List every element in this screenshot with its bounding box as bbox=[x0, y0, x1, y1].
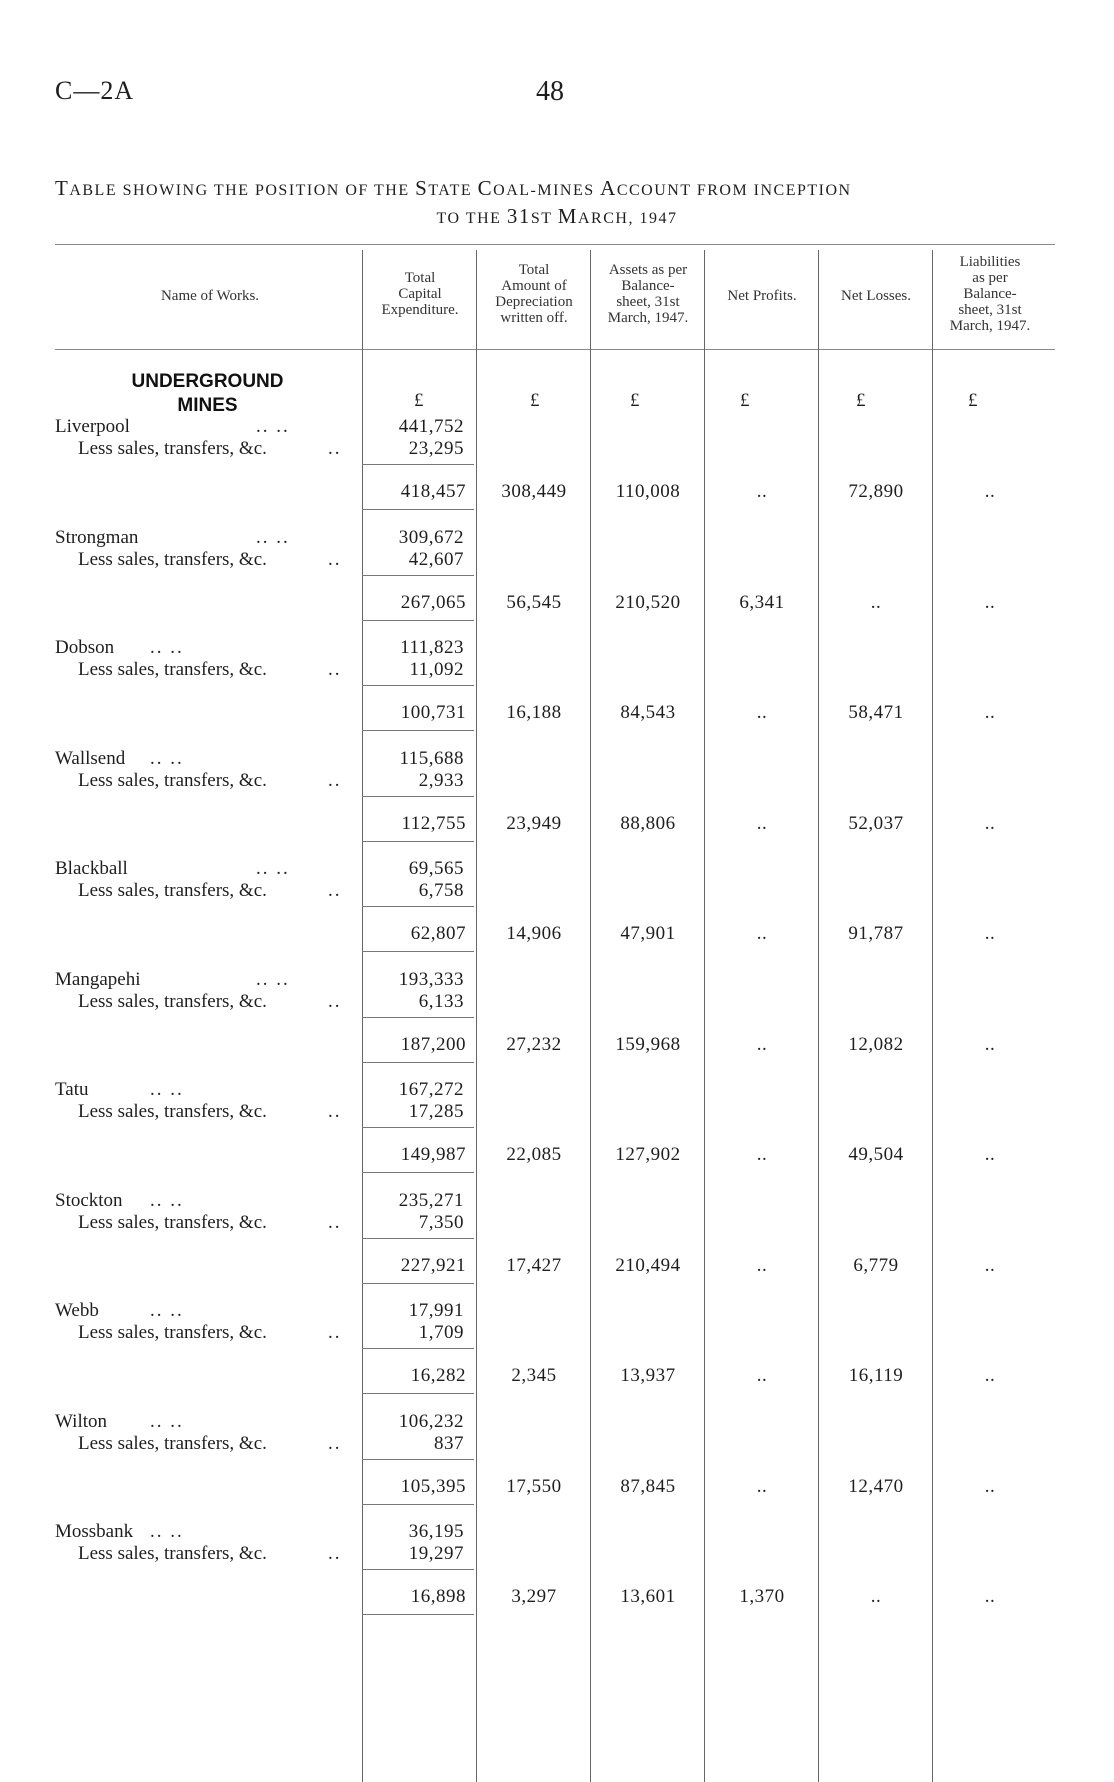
leader-dots: .. bbox=[328, 880, 342, 901]
less-amount: 23,295 bbox=[408, 438, 464, 459]
mine-name: Wallsend bbox=[55, 748, 126, 769]
header-bottom-rule bbox=[55, 349, 1055, 350]
net-profits-value: .. bbox=[756, 923, 768, 944]
divider-assets-profits bbox=[704, 250, 705, 1782]
assets-value: 159,968 bbox=[615, 1034, 681, 1055]
header-line: as per bbox=[972, 270, 1008, 286]
col-name-header: Name of Works. bbox=[160, 288, 260, 304]
net-losses-value: 16,119 bbox=[848, 1365, 904, 1386]
total-rule bbox=[362, 1172, 474, 1173]
liabilities-value: .. bbox=[984, 1586, 996, 1607]
less-amount: 7,350 bbox=[418, 1212, 464, 1233]
less-label: Less sales, transfers, &c. bbox=[78, 549, 267, 570]
header-line: Total bbox=[404, 270, 436, 286]
header-line: Capital bbox=[398, 286, 442, 302]
subtotal-rule bbox=[362, 1459, 474, 1460]
net-capital-expenditure: 267,065 bbox=[400, 592, 466, 613]
assets-value: 47,901 bbox=[620, 923, 676, 944]
col-profits-header: Net Profits. bbox=[727, 288, 797, 304]
header-line: Amount of bbox=[501, 278, 567, 294]
mine-name: Blackball bbox=[55, 858, 128, 879]
assets-value: 88,806 bbox=[620, 813, 676, 834]
net-losses-value: 58,471 bbox=[848, 702, 904, 723]
depreciation-value: 308,449 bbox=[501, 481, 567, 502]
net-capital-expenditure: 187,200 bbox=[400, 1034, 466, 1055]
gross-expenditure: 115,688 bbox=[399, 748, 464, 769]
total-rule bbox=[362, 730, 474, 731]
leader-dots: .. bbox=[328, 659, 342, 680]
net-profits-value: .. bbox=[756, 1365, 768, 1386]
total-rule bbox=[362, 1393, 474, 1394]
liabilities-value: .. bbox=[984, 923, 996, 944]
net-profits-value: .. bbox=[756, 481, 768, 502]
net-capital-expenditure: 227,921 bbox=[400, 1255, 466, 1276]
table-title-line-1 bbox=[55, 176, 1045, 201]
net-profits-value: 1,370 bbox=[739, 1586, 785, 1607]
gross-expenditure: 106,232 bbox=[398, 1411, 464, 1432]
mine-name: Liverpool bbox=[55, 416, 130, 437]
mine-name: Stockton bbox=[55, 1190, 123, 1211]
header-line: written off. bbox=[500, 310, 568, 326]
leader-dots: .. bbox=[328, 991, 342, 1012]
header-line: Total bbox=[518, 262, 550, 278]
leader-dots: .. bbox=[328, 770, 342, 791]
leader-dots: .. bbox=[328, 549, 342, 570]
liabilities-value: .. bbox=[984, 813, 996, 834]
net-capital-expenditure: 112,755 bbox=[401, 813, 466, 834]
gross-expenditure: 36,195 bbox=[408, 1521, 464, 1542]
subtotal-rule bbox=[362, 1348, 474, 1349]
less-label: Less sales, transfers, &c. bbox=[78, 438, 267, 459]
less-label: Less sales, transfers, &c. bbox=[78, 1212, 267, 1233]
net-losses-value: .. bbox=[870, 1586, 882, 1607]
title-cap: S bbox=[415, 176, 429, 200]
net-losses-value: 49,504 bbox=[848, 1144, 904, 1165]
leader-dots: .. .. bbox=[150, 748, 184, 769]
subtotal-rule bbox=[362, 1017, 474, 1018]
currency-depreciation: £ bbox=[530, 390, 540, 411]
leader-dots: .. bbox=[328, 1101, 342, 1122]
liabilities-value: .. bbox=[984, 1144, 996, 1165]
header-line: Depreciation bbox=[495, 294, 573, 310]
header-line: March, 1947. bbox=[949, 318, 1031, 334]
leader-dots: .. bbox=[328, 1543, 342, 1564]
depreciation-value: 27,232 bbox=[506, 1034, 562, 1055]
total-rule bbox=[362, 1062, 474, 1063]
assets-value: 87,845 bbox=[620, 1476, 676, 1497]
net-capital-expenditure: 62,807 bbox=[410, 923, 466, 944]
doc-reference: C—2A bbox=[55, 76, 135, 105]
header-line: Expenditure. bbox=[381, 302, 459, 318]
mine-name: Webb bbox=[55, 1300, 99, 1321]
header-line: Liabilities bbox=[959, 254, 1021, 270]
gross-expenditure: 111,823 bbox=[400, 637, 464, 658]
subtotal-rule bbox=[362, 685, 474, 686]
depreciation-value: 14,906 bbox=[506, 923, 562, 944]
liabilities-value: .. bbox=[984, 481, 996, 502]
leader-dots: .. .. bbox=[150, 1521, 184, 1542]
less-label: Less sales, transfers, &c. bbox=[78, 1433, 267, 1454]
title-cap: M bbox=[557, 204, 578, 228]
gross-expenditure: 235,271 bbox=[398, 1190, 464, 1211]
table-title-line-2 bbox=[0, 204, 1114, 229]
less-amount: 42,607 bbox=[408, 549, 464, 570]
leader-dots: .. .. bbox=[150, 1190, 184, 1211]
total-rule bbox=[362, 1504, 474, 1505]
less-amount: 2,933 bbox=[418, 770, 464, 791]
title-cap: T bbox=[55, 176, 70, 200]
title-small: ABLE SHOWING THE POSITION OF THE bbox=[69, 182, 416, 199]
col-assets-header bbox=[592, 262, 704, 326]
net-profits-value: .. bbox=[756, 1476, 768, 1497]
less-amount: 837 bbox=[434, 1433, 464, 1454]
less-label: Less sales, transfers, &c. bbox=[78, 770, 267, 791]
less-label: Less sales, transfers, &c. bbox=[78, 1543, 267, 1564]
net-losses-value: 52,037 bbox=[848, 813, 904, 834]
title-cap: 31 bbox=[506, 204, 531, 228]
mine-name: Tatu bbox=[55, 1079, 89, 1100]
net-capital-expenditure: 105,395 bbox=[400, 1476, 466, 1497]
liabilities-value: .. bbox=[984, 592, 996, 613]
section-title: UNDERGROUND MINES bbox=[131, 371, 284, 416]
depreciation-value: 23,949 bbox=[506, 813, 562, 834]
less-label: Less sales, transfers, &c. bbox=[78, 1101, 267, 1122]
less-label: Less sales, transfers, &c. bbox=[78, 880, 267, 901]
currency-liabilities: £ bbox=[968, 390, 978, 411]
leader-dots: .. bbox=[328, 1322, 342, 1343]
title-small: TO THE bbox=[436, 210, 507, 227]
net-capital-expenditure: 16,282 bbox=[410, 1365, 466, 1386]
net-losses-value: 72,890 bbox=[848, 481, 904, 502]
less-amount: 1,709 bbox=[418, 1322, 464, 1343]
net-profits-value: .. bbox=[756, 1255, 768, 1276]
header-line: March, 1947. bbox=[607, 310, 689, 326]
total-rule bbox=[362, 951, 474, 952]
title-small: CCOUNT FROM INCEPTION bbox=[616, 182, 852, 199]
net-profits-value: .. bbox=[756, 1034, 768, 1055]
header-line: sheet, 31st bbox=[616, 294, 680, 310]
gross-expenditure: 17,991 bbox=[408, 1300, 464, 1321]
depreciation-value: 2,345 bbox=[511, 1365, 557, 1386]
net-capital-expenditure: 149,987 bbox=[400, 1144, 466, 1165]
divider-depreciation-assets bbox=[590, 250, 591, 1782]
depreciation-value: 16,188 bbox=[506, 702, 562, 723]
currency-profits: £ bbox=[740, 390, 750, 411]
assets-value: 210,520 bbox=[615, 592, 681, 613]
header-line: Balance- bbox=[963, 286, 1017, 302]
total-rule bbox=[362, 509, 474, 510]
net-capital-expenditure: 100,731 bbox=[400, 702, 466, 723]
less-amount: 19,297 bbox=[408, 1543, 464, 1564]
liabilities-value: .. bbox=[984, 1034, 996, 1055]
net-profits-value: .. bbox=[756, 813, 768, 834]
leader-dots: .. .. bbox=[256, 416, 290, 437]
subtotal-rule bbox=[362, 1127, 474, 1128]
assets-value: 127,902 bbox=[615, 1144, 681, 1165]
net-losses-value: .. bbox=[870, 592, 882, 613]
leader-dots: .. bbox=[328, 1433, 342, 1454]
subtotal-rule bbox=[362, 575, 474, 576]
divider-profits-losses bbox=[818, 250, 819, 1782]
net-capital-expenditure: 16,898 bbox=[410, 1586, 466, 1607]
gross-expenditure: 441,752 bbox=[398, 416, 464, 437]
currency-capital: £ bbox=[414, 390, 424, 411]
less-amount: 17,285 bbox=[408, 1101, 464, 1122]
less-label: Less sales, transfers, &c. bbox=[78, 659, 267, 680]
subtotal-rule bbox=[362, 464, 474, 465]
total-rule bbox=[362, 1283, 474, 1284]
leader-dots: .. .. bbox=[150, 1300, 184, 1321]
mine-name: Mossbank bbox=[55, 1521, 134, 1542]
total-rule bbox=[362, 841, 474, 842]
less-label: Less sales, transfers, &c. bbox=[78, 991, 267, 1012]
less-label: Less sales, transfers, &c. bbox=[78, 1322, 267, 1343]
depreciation-value: 3,297 bbox=[511, 1586, 557, 1607]
divider-name-capital bbox=[362, 250, 363, 1782]
title-small: OAL-MINES bbox=[493, 182, 601, 199]
col-losses-header: Net Losses. bbox=[841, 288, 911, 304]
title-small: ST bbox=[530, 210, 558, 227]
header-line: Assets as per bbox=[608, 262, 688, 278]
header-top-rule bbox=[55, 244, 1055, 245]
gross-expenditure: 69,565 bbox=[408, 858, 464, 879]
gross-expenditure: 309,672 bbox=[398, 527, 464, 548]
net-profits-value: 6,341 bbox=[739, 592, 785, 613]
col-capital-header bbox=[364, 270, 476, 318]
col-liabilities-header bbox=[934, 254, 1046, 334]
subtotal-rule bbox=[362, 1569, 474, 1570]
divider-losses-liabilities bbox=[932, 250, 933, 1782]
depreciation-value: 17,550 bbox=[506, 1476, 562, 1497]
title-small: ARCH, 1947 bbox=[577, 210, 678, 227]
depreciation-value: 22,085 bbox=[506, 1144, 562, 1165]
net-losses-value: 12,082 bbox=[848, 1034, 904, 1055]
depreciation-value: 17,427 bbox=[506, 1255, 562, 1276]
assets-value: 84,543 bbox=[620, 702, 676, 723]
leader-dots: .. .. bbox=[150, 1079, 184, 1100]
liabilities-value: .. bbox=[984, 1365, 996, 1386]
assets-value: 210,494 bbox=[615, 1255, 681, 1276]
depreciation-value: 56,545 bbox=[506, 592, 562, 613]
subtotal-rule bbox=[362, 906, 474, 907]
assets-value: 13,937 bbox=[620, 1365, 676, 1386]
leader-dots: .. .. bbox=[150, 1411, 184, 1432]
liabilities-value: .. bbox=[984, 1255, 996, 1276]
liabilities-value: .. bbox=[984, 1476, 996, 1497]
leader-dots: .. bbox=[328, 1212, 342, 1233]
mine-name: Dobson bbox=[55, 637, 115, 658]
assets-value: 13,601 bbox=[620, 1586, 676, 1607]
currency-losses: £ bbox=[856, 390, 866, 411]
net-capital-expenditure: 418,457 bbox=[400, 481, 466, 502]
leader-dots: .. .. bbox=[150, 637, 184, 658]
leader-dots: .. .. bbox=[256, 969, 290, 990]
less-amount: 6,133 bbox=[418, 991, 464, 1012]
net-losses-value: 12,470 bbox=[848, 1476, 904, 1497]
total-rule bbox=[362, 1614, 474, 1615]
leader-dots: .. .. bbox=[256, 527, 290, 548]
total-rule bbox=[362, 620, 474, 621]
title-small: TATE bbox=[428, 182, 478, 199]
leader-dots: .. .. bbox=[256, 858, 290, 879]
assets-value: 110,008 bbox=[615, 481, 681, 502]
net-profits-value: .. bbox=[756, 1144, 768, 1165]
less-amount: 11,092 bbox=[409, 659, 464, 680]
page-number: 48 bbox=[536, 76, 564, 107]
mine-name: Mangapehi bbox=[55, 969, 141, 990]
gross-expenditure: 193,333 bbox=[398, 969, 464, 990]
net-profits-value: .. bbox=[756, 702, 768, 723]
net-losses-value: 91,787 bbox=[848, 923, 904, 944]
subtotal-rule bbox=[362, 796, 474, 797]
mine-name: Wilton bbox=[55, 1411, 108, 1432]
leader-dots: .. bbox=[328, 438, 342, 459]
title-cap: A bbox=[600, 176, 617, 200]
title-cap: C bbox=[477, 176, 494, 200]
col-depreciation-header bbox=[478, 262, 590, 326]
currency-assets: £ bbox=[630, 390, 640, 411]
header-line: sheet, 31st bbox=[958, 302, 1022, 318]
net-losses-value: 6,779 bbox=[853, 1255, 899, 1276]
liabilities-value: .. bbox=[984, 702, 996, 723]
gross-expenditure: 167,272 bbox=[398, 1079, 464, 1100]
header-line: Balance- bbox=[621, 278, 675, 294]
less-amount: 6,758 bbox=[418, 880, 464, 901]
subtotal-rule bbox=[362, 1238, 474, 1239]
mine-name: Strongman bbox=[55, 527, 139, 548]
divider-capital-depreciation bbox=[476, 250, 477, 1782]
